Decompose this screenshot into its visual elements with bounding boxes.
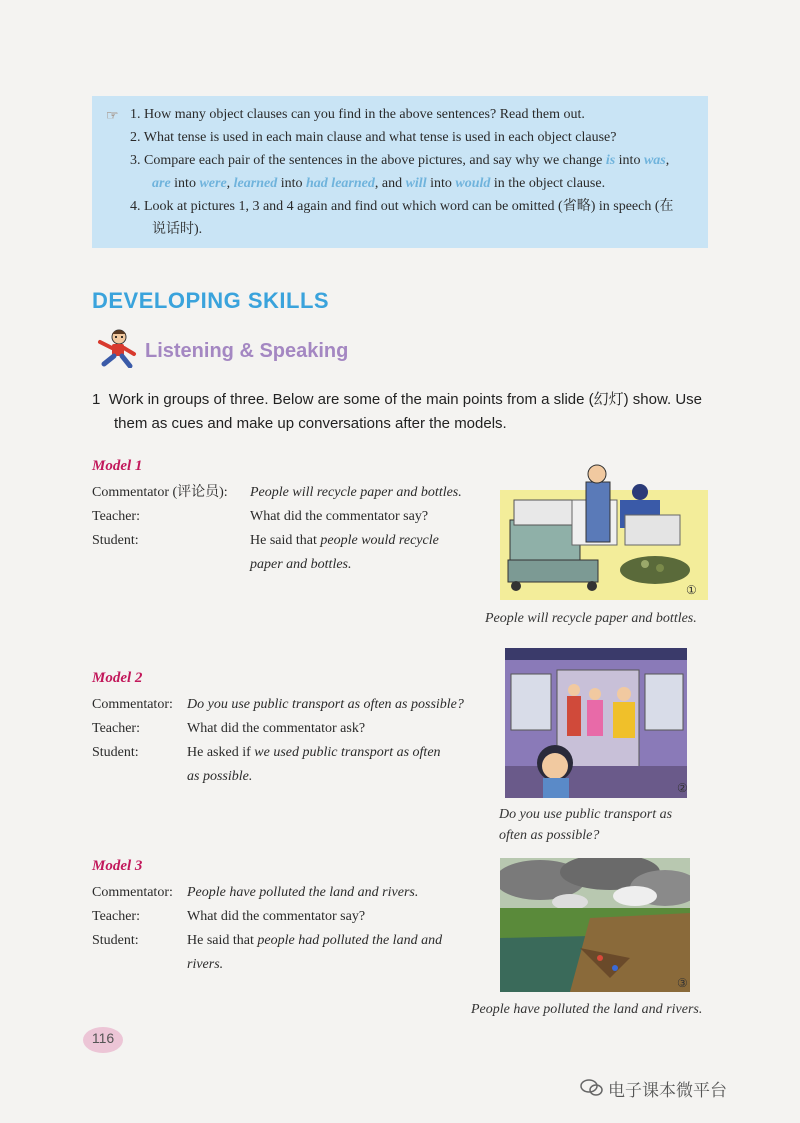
public-transport-picture: [505, 648, 687, 803]
model-1-teacher-text: What did the commentator say?: [250, 509, 429, 524]
picture-3-number: ③: [677, 976, 688, 990]
model-2-label-commentator: Commentator:: [92, 697, 173, 712]
polluted-land-picture: [500, 858, 690, 997]
model-3-teacher-text: What did the commentator say?: [187, 909, 366, 924]
watermark-text: 电子课本微平台: [608, 1081, 727, 1101]
question-3-cont: are into were, learned into had learned, and will into would in the object clause.: [152, 176, 606, 191]
section-title: DEVELOPING SKILLS: [92, 288, 330, 313]
picture-2-caption-line-2: often as possible?: [499, 828, 600, 843]
model-1-label-student: Student:: [92, 533, 139, 548]
instruction-line-1: 1 Work in groups of three. Below are some of the main points from a slide (幻灯) show. Use: [92, 391, 702, 408]
model-2-label-teacher: Teacher:: [92, 721, 140, 736]
model-3-student-text: He said that people had polluted the land and: [187, 933, 443, 948]
model-3-student-text-cont: rivers.: [187, 957, 224, 972]
question-3: 3. Compare each pair of the sentences in the above pictures, and say why we change is into was,: [130, 153, 670, 168]
model-1-student-text: He said that people would recycle: [250, 533, 439, 548]
model-1-label-teacher: Teacher:: [92, 509, 140, 524]
question-2: 2. What tense is used in each main clause and what tense is used in each object clause?: [130, 130, 617, 145]
model-1-student-text-cont: paper and bottles.: [250, 557, 352, 572]
picture-1-caption: People will recycle paper and bottles.: [485, 611, 697, 626]
picture-2-number: ②: [677, 781, 688, 795]
instruction-line-2: them as cues and make up conversations after the models.: [114, 415, 507, 432]
model-3-label-commentator: Commentator:: [92, 885, 173, 900]
model-2-commentator-text: Do you use public transport as often as possible?: [187, 697, 464, 712]
model-1-label-commentator: Commentator (评论员):: [92, 485, 228, 500]
recycling-picture: [500, 460, 708, 605]
pointing-hand-icon: ☞: [106, 109, 119, 124]
model-3-label-teacher: Teacher:: [92, 909, 140, 924]
model-3-commentator-text: People have polluted the land and rivers.: [187, 885, 419, 900]
model-2-title: Model 2: [92, 670, 143, 686]
model-2-label-student: Student:: [92, 745, 139, 760]
model-2-student-text: He asked if we used public transport as often: [187, 745, 441, 760]
model-3-label-student: Student:: [92, 933, 139, 948]
running-boy-icon: [92, 328, 138, 373]
model-1-commentator-text: People will recycle paper and bottles.: [250, 485, 462, 500]
model-2-teacher-text: What did the commentator ask?: [187, 721, 366, 736]
page-number: 116: [83, 1027, 123, 1053]
subsection-title: Listening & Speaking: [145, 340, 349, 362]
picture-1-number: ①: [686, 583, 697, 597]
wechat-icon: [580, 1078, 604, 1103]
picture-2-caption-line-1: Do you use public transport as: [499, 807, 673, 822]
question-1: 1. How many object clauses can you find in the above sentences? Read them out.: [130, 107, 585, 122]
model-2-student-text-cont: as possible.: [187, 769, 253, 784]
model-3-title: Model 3: [92, 858, 143, 874]
model-1-title: Model 1: [92, 458, 143, 474]
question-4: 4. Look at pictures 1, 3 and 4 again and find out which word can be omitted (省略) in speech (在: [130, 199, 674, 214]
question-4-cont: 说话时).: [152, 222, 203, 237]
picture-3-caption: People have polluted the land and rivers.: [471, 1002, 703, 1017]
